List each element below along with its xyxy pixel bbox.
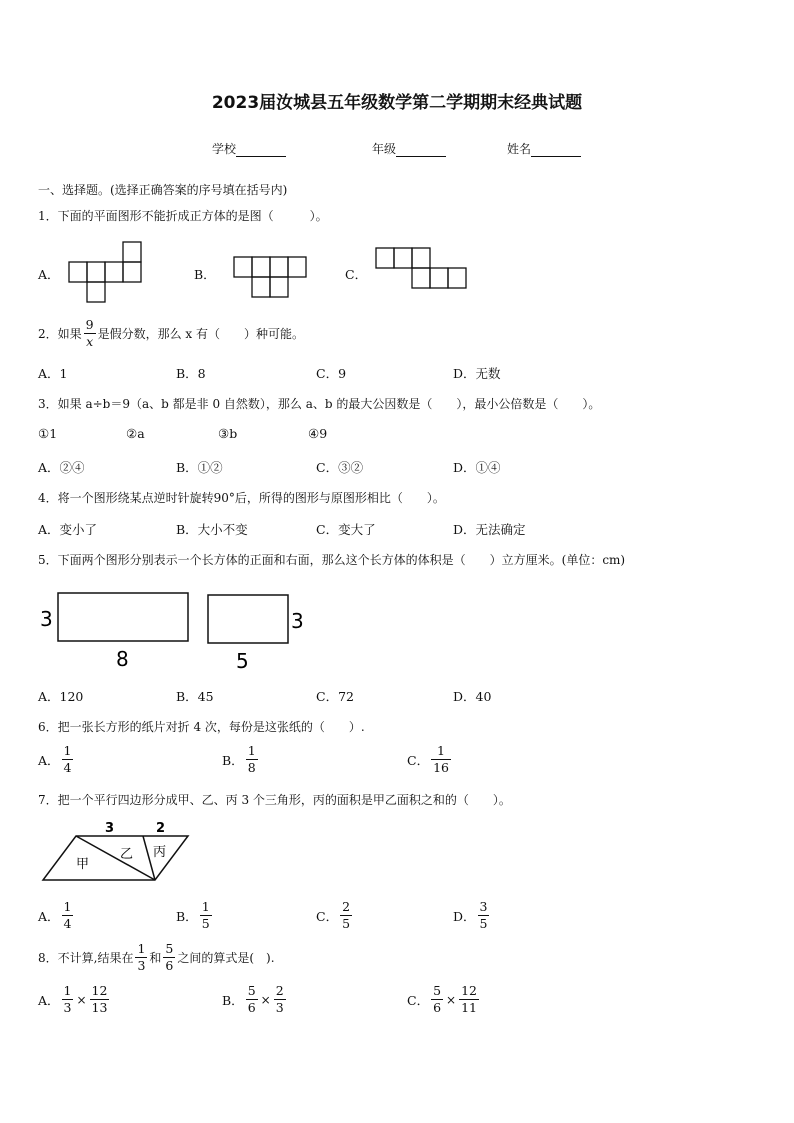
q6-option-b: B． $\frac{1}{8}$ (222, 743, 256, 775)
question-6: 6．把一张长方形的纸片对折 4 次，每份是这张纸的（ ）. (38, 720, 365, 734)
q4-option-c: C．变大了 (316, 522, 376, 537)
q3-option-d: D．①④ (453, 460, 501, 475)
q7-parallelogram-figure (40, 818, 200, 886)
q5-option-d: D．40 (453, 689, 492, 704)
grade-field: 年级 (372, 140, 446, 157)
q5-option-c: C．72 (316, 689, 354, 704)
side-height-label: 3 (291, 609, 304, 633)
q2-option-d: D．无数 (453, 366, 501, 381)
top-segment-2-label: 2 (156, 821, 166, 836)
question-3: 3．如果 a÷b＝9（a、b 都是非 0 自然数），那么 a、b 的最大公因数是（ ），最小公倍数是（ ）。 (38, 397, 601, 411)
question-7: 7．把一个平行四边形分成甲、乙、丙 3 个三角形，丙的面积是甲乙面积之和的（ ）。 (38, 793, 511, 807)
front-width-label: 8 (116, 647, 129, 671)
q1-net-b (233, 255, 307, 301)
question-8: 8．不计算,结果在 $\frac{1}{3}$ 和 $\frac{5}{6}$ 之间的算式是( ). (38, 941, 275, 973)
q7-option-d: D． $\frac{3}{5}$ (453, 899, 488, 931)
q7-option-c: C． $\frac{2}{5}$ (316, 899, 351, 931)
q1-net-a (68, 240, 142, 306)
q7-option-b: B． $\frac{1}{5}$ (176, 899, 210, 931)
q1-option-a-label: A． (38, 267, 60, 282)
q3-option-c: C．③② (316, 460, 364, 475)
question-5: 5．下面两个图形分别表示一个长方体的正面和右面，那么这个长方体的体积是（ ）立方厘米。(单位：cm) (38, 553, 626, 567)
q7-option-a: A． $\frac{1}{4}$ (38, 899, 72, 931)
side-face-rect (208, 595, 288, 643)
q3-option-b: B．①② (176, 460, 223, 475)
q2-option-b: B．8 (176, 366, 206, 381)
grade-blank (396, 144, 446, 157)
question-4: 4．将一个图形绕某点逆时针旋转90°后，所得的图形与原图形相比（ ）。 (38, 491, 445, 505)
q8-option-b: B． $\frac{5}{6}$ × $\frac{2}{3}$ (222, 983, 284, 1015)
q3-choice-1: ①1 (38, 426, 58, 441)
question-1: 1．下面的平面图形不能折成正方体的是图（ ）。 (38, 209, 328, 223)
q3-choice-2: ②a (126, 426, 145, 441)
q8-option-a: A． $\frac{1}{3}$ × $\frac{12}{13}$ (38, 983, 108, 1015)
q5-option-b: B．45 (176, 689, 214, 704)
q4-option-b: B．大小不变 (176, 522, 248, 537)
q6-option-c: C． $\frac{1}{16}$ (407, 743, 449, 775)
side-width-label: 5 (236, 649, 249, 673)
q3-choice-3: ③b (218, 426, 238, 441)
q6-option-a: A． $\frac{1}{4}$ (38, 743, 72, 775)
q2-option-a: A．1 (38, 366, 68, 381)
page-title: 2023届汝城县五年级数学第二学期期末经典试题 (211, 93, 583, 113)
q5-option-a: A．120 (38, 689, 84, 704)
question-2: 2．如果 $\frac{9}{x}$ 是假分数，那么 x 有（ ）种可能。 (38, 317, 304, 349)
jia-label: 甲 (76, 857, 90, 872)
bing-label: 丙 (153, 845, 167, 860)
q1-net-c (375, 246, 467, 292)
q5-figure (38, 588, 308, 673)
name-blank (531, 144, 581, 157)
school-blank (236, 144, 286, 157)
q2-fraction: $\frac{9}{x}$ (85, 317, 94, 349)
q4-option-d: D．无法确定 (453, 522, 526, 537)
name-field: 姓名 (507, 140, 581, 157)
q2-option-c: C．9 (316, 366, 347, 381)
q3-option-a: A．②④ (38, 460, 85, 475)
q1-option-b-label: B． (194, 267, 216, 282)
q8-option-c: C． $\frac{5}{6}$ × $\frac{12}{11}$ (407, 983, 477, 1015)
front-face-rect (58, 593, 188, 641)
top-segment-1-label: 3 (105, 821, 115, 836)
section-heading: 一、选择题。(选择正确答案的序号填在括号内) (38, 183, 288, 197)
q3-choice-4: ④9 (308, 426, 328, 441)
school-field: 学校 (212, 140, 286, 157)
front-height-label: 3 (40, 607, 53, 631)
yi-label: 乙 (120, 847, 134, 862)
q1-option-c-label: C． (345, 267, 368, 282)
q4-option-a: A．变小了 (38, 522, 98, 537)
